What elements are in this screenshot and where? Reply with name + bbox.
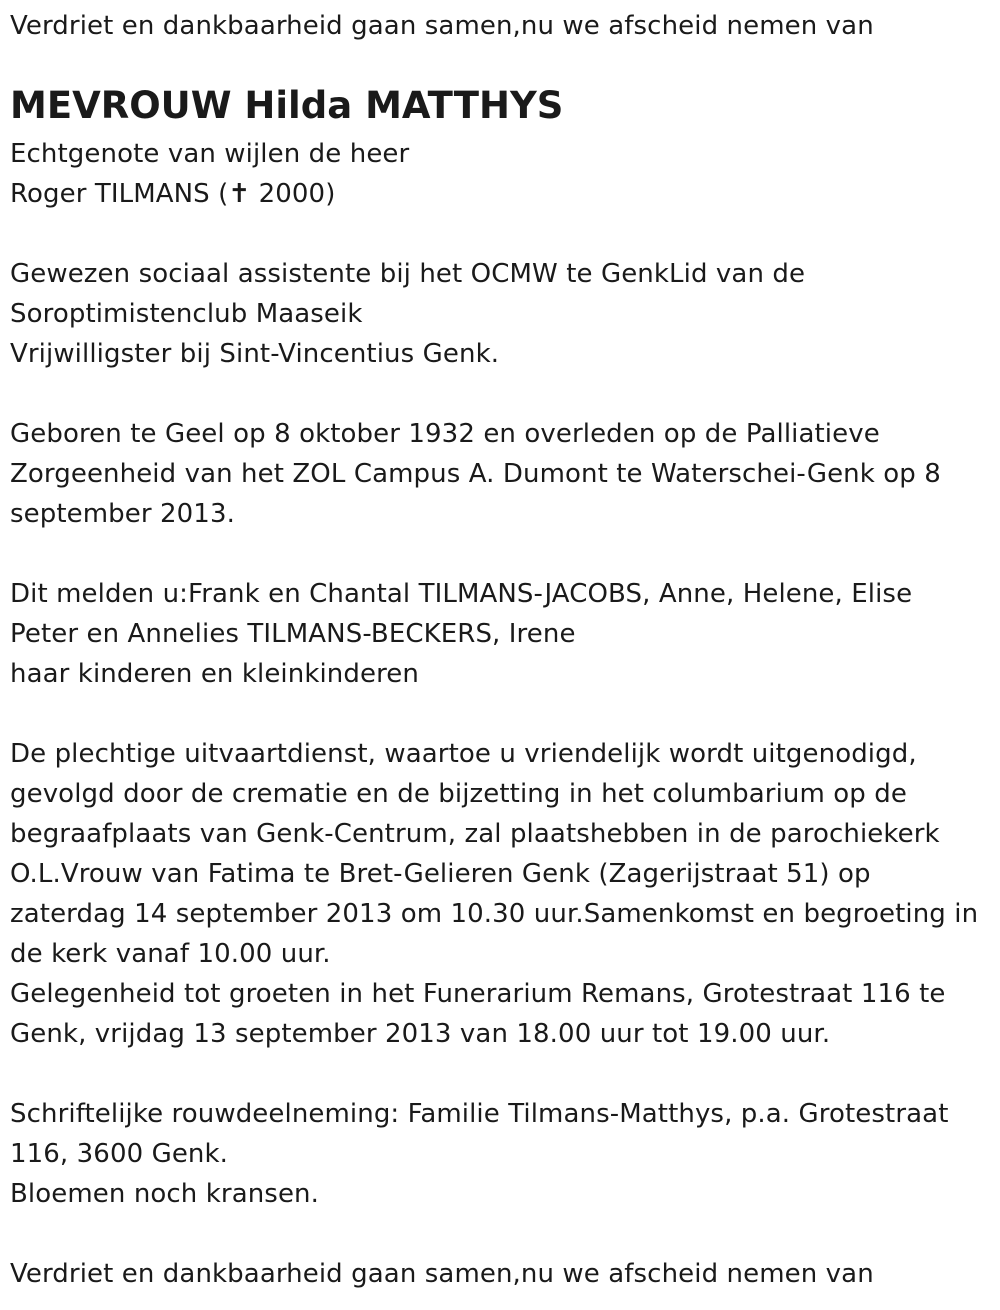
intro-text: Verdriet en dankbaarheid gaan samen,nu we afscheid nemen van xyxy=(10,11,874,41)
family-line: haar kinderen en kleinkinderen xyxy=(10,659,419,689)
service-line: de kerk vanaf 10.00 uur. xyxy=(10,939,331,969)
service-line: De plechtige uitvaartdienst, waartoe u vriendelijk wordt uitgenodigd, xyxy=(10,739,917,769)
family-line: Peter en Annelies TILMANS-BECKERS, Irene xyxy=(10,619,576,649)
birth-death-line: Geboren te Geel op 8 oktober 1932 en overleden op de Palliatieve xyxy=(10,419,880,449)
service-line: begraafplaats van Genk-Centrum, zal plaatshebben in de parochiekerk xyxy=(10,819,940,849)
outro-text: Verdriet en dankbaarheid gaan samen,nu we afscheid nemen van xyxy=(10,1259,874,1289)
service-line: zaterdag 14 september 2013 om 10.30 uur.Samenkomst en begroeting in xyxy=(10,899,979,929)
deceased-name: MEVROUW Hilda MATTHYS xyxy=(10,84,564,127)
spouse-line-2: Roger TILMANS (✝ 2000) xyxy=(10,179,336,209)
birth-death-line: september 2013. xyxy=(10,499,235,529)
family-line: Dit melden u:Frank en Chantal TILMANS-JACOBS, Anne, Helene, Elise xyxy=(10,579,913,609)
condolences-line: Schriftelijke rouwdeelneming: Familie Tilmans-Matthys, p.a. Grotestraat xyxy=(10,1099,949,1129)
condolences-line: 116, 3600 Genk. xyxy=(10,1139,229,1169)
career-line: Gewezen sociaal assistente bij het OCMW te GenkLid van de xyxy=(10,259,806,289)
career-line: Vrijwilligster bij Sint-Vincentius Genk. xyxy=(10,339,500,369)
career-line: Soroptimistenclub Maaseik xyxy=(10,299,363,329)
service-line: O.L.Vrouw van Fatima te Bret-Gelieren Genk (Zagerijstraat 51) op xyxy=(10,859,871,889)
condolences-line: Bloemen noch kransen. xyxy=(10,1179,319,1209)
service-line: Genk, vrijdag 13 september 2013 van 18.00 uur tot 19.00 uur. xyxy=(10,1019,831,1049)
spouse-line-1: Echtgenote van wijlen de heer xyxy=(10,139,410,169)
birth-death-line: Zorgeenheid van het ZOL Campus A. Dumont te Waterschei-Genk op 8 xyxy=(10,459,941,489)
service-line: Gelegenheid tot groeten in het Funerarium Remans, Grotestraat 116 te xyxy=(10,979,946,1009)
service-line: gevolgd door de crematie en de bijzetting in het columbarium op de xyxy=(10,779,907,809)
